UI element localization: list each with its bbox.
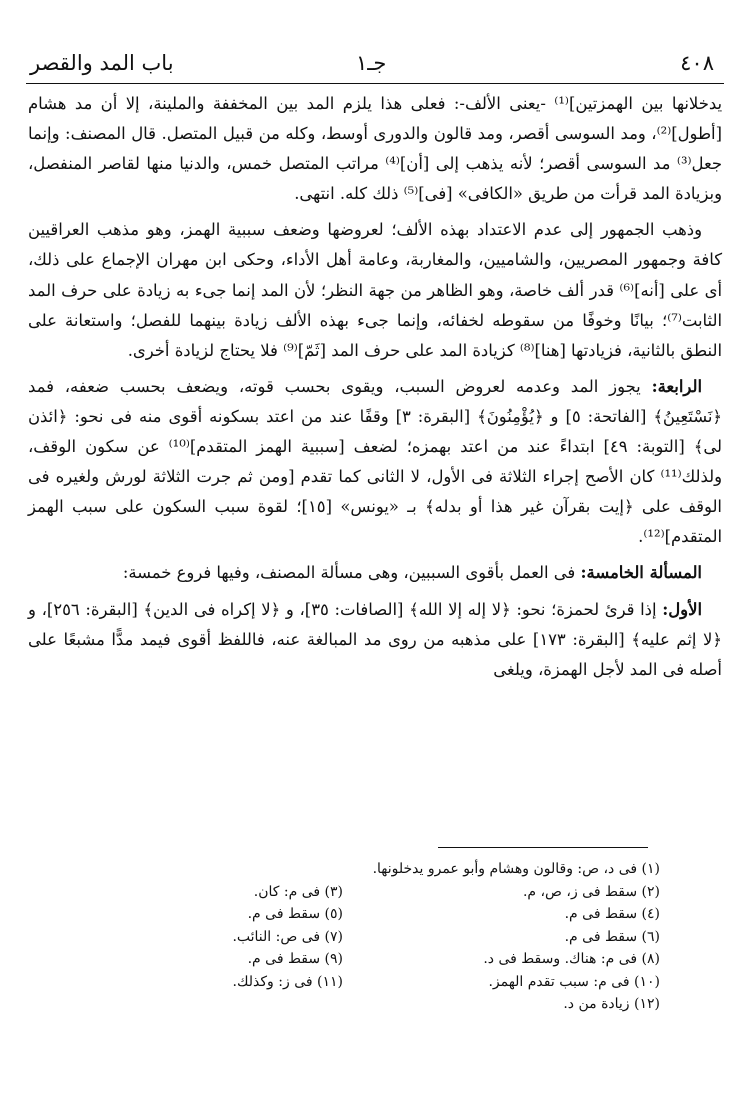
footnote: (٣) فى م: كان. [253,883,343,900]
footnote: (١٠) فى م: سبب تقدم الهمز. [488,973,660,990]
footnote: (٢) سقط فى ز، ص، م. [522,883,660,900]
footnote-rule [438,847,648,848]
header-rule [26,83,724,84]
running-header [26,48,724,82]
footnote: (١١) فى ز: وكذلك. [232,973,343,990]
page-number: ٤٠٨ [680,51,714,75]
paragraph-label: الأول: [662,599,702,619]
paragraph [28,558,722,588]
main-text [28,89,722,685]
paragraph-text: يدخلانها بين الهمزتين]⁽¹⁾ -يعنى الألف-: فعلى هذا يلزم المد بين المخففة والملينة، إلا أن مد هشام [أطول]⁽²⁾، ومد السوسى أقصر، ومد قالون والدورى أوسط، وكله من قبيل المتصل. قال المصنف: وإنما جعل⁽³⁾ مد السوسى أقصر؛ لأنه يذهب إلى [أن]⁽⁴⁾ مراتب المتصل خمس، والدنيا منها لقاصر المنفصل، وبزيادة المد قرأت من طريق «الكافى» [فى]⁽⁵⁾ ذلك كله. انتهى. [28,94,723,204]
footnote: (٦) سقط فى م. [564,928,660,945]
paragraph-text: إذا قرئ لحمزة؛ نحو: ﴿لا إله إلا الله﴾ [الصافات: ٣٥]، و ﴿لا إكراه فى الدين﴾ [البقرة: ٢٥٦]، و ﴿لا إثم عليه﴾ [البقرة: ١٧٣] على مذهبه من روى مد المبالغة عنه، فاللفظ أقوى فيمد مدًّا مشبعًا على أصله فى المد لأجل الهمزة، ويلغى [28,599,722,679]
footnote: (١٢) زيادة من د. [563,996,660,1012]
paragraph-text: فى العمل بأقوى السببين، وهى مسألة المصنف، وفيها فروع خمسة: [122,563,576,583]
footnote: (٤) سقط فى م. [564,906,660,922]
footnote-row [26,858,660,881]
footnote-row [26,971,660,994]
paragraph [28,595,722,685]
paragraph-label: الرابعة: [651,376,703,396]
paragraph-text: وذهب الجمهور إلى عدم الاعتداد بهذه الألف؛ لعروضها وضعف سببية الهمز، وهو مذهب العراقيين كافة وجمهور المصريين، والشاميين، والمغاربة، وعامة أهل الأداء، وحكى ابن مهران الإجماع على ذلك، أى على [أنه]⁽⁶⁾ قدر ألف خاصة، وهو الظاهر من جهة النظر؛ لأن المد إنما جىء به زيادة على حرف المد الثابت⁽⁷⁾؛ بيانًا وخوفًا من سقوطه لخفائه، وإنما جىء بهذه الألف زيادة بينهما للفصل؛ واستعانة على النطق بالثانية، فزيادتها [هنا]⁽⁸⁾ كزيادة المد على حرف المد [ثَمّ]⁽⁹⁾ فلا يحتاج لزيادة أخرى. [28,220,722,360]
paragraph [28,215,722,365]
footnote-row [26,993,660,1016]
footnote-row [26,881,660,904]
footnote: (٥) سقط فى م. [247,906,343,922]
chapter-title: باب المد والقصر [30,51,174,75]
paragraph-label: المسألة الخامسة: [580,563,702,583]
footnote: (٨) فى م: هناك. وسقط فى د. [483,951,660,967]
paragraph [28,89,722,209]
footnote: (٧) فى ص: النائب. [232,928,343,945]
paragraph [28,372,722,553]
footnote: (١) فى د، ص: وقالون وهشام وأبو عمرو يدخلونها. [372,861,660,877]
volume-label: جـ١ [356,51,387,75]
paragraph-text: يجوز المد وعدمه لعروض السبب، ويقوى بحسب قوته، ويضعف بحسب ضعفه، فمد ﴿نَسْتَعِينُ﴾ [الفاتحة: ٥] و ﴿يُؤْمِنُونَ﴾ [البقرة: ٣] وقفًا عند من اعتد بسكونه أقوى منه فى نحو: ﴿ائذن لى﴾ [التوبة: ٤٩] ابتداءً عند من اعتد بهمزه؛ لضعف [سببية الهمز المتقدم]⁽¹⁰⁾ عن سكون الوقف، ولذلك⁽¹¹⁾ كان الأصح إجراء الثلاثة فى الأول، لا الثانى كما تقدم [ومن ثم جرت الثلاثة لورش ولغيره فى الوقف على ﴿إيت بقرآن غير هذا أو بدله﴾ بـ «يونس» [١٥]؛ لقوة سبب السكون على سبب الهمز المتقدم]⁽¹²⁾. [28,376,722,547]
footnote-row [26,948,660,971]
footnotes [26,858,660,1016]
footnote-row [26,926,660,949]
footnote-row [26,903,660,926]
footnote: (٩) سقط فى م. [247,951,343,967]
